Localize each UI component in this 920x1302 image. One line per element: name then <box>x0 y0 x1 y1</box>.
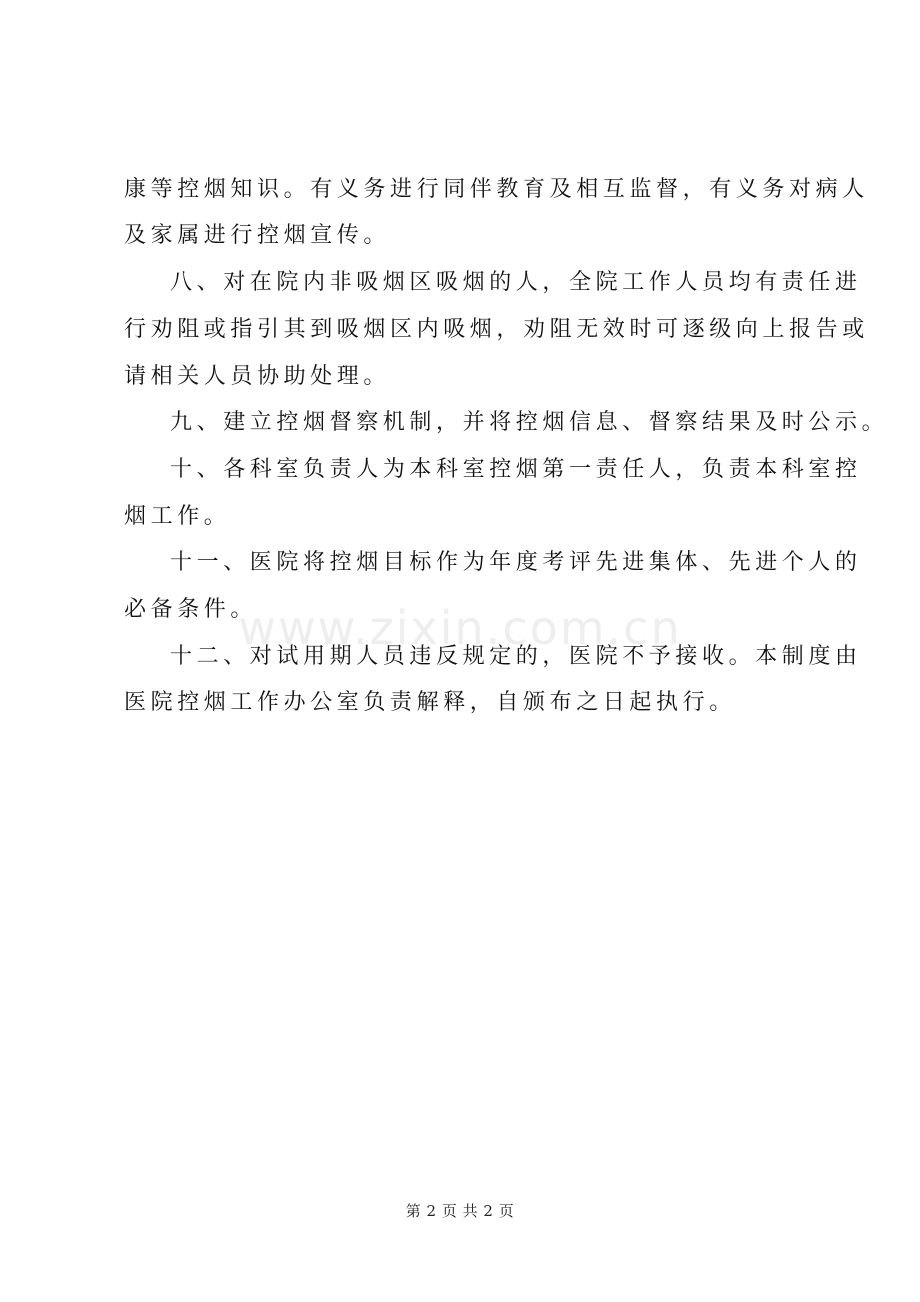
text-line-7: 十、各科室负责人为本科室控烟第一责任人，负责本科室控 <box>170 457 862 482</box>
text-line-4: 行劝阻或指引其到吸烟区内吸烟，劝阻无效时可逐级向上报告或 <box>124 317 869 342</box>
watermark: www.zixin.com.cn <box>238 601 682 655</box>
text-line-5: 请相关人员协助处理。 <box>124 364 391 389</box>
text-line-2: 及家属进行控烟宣传。 <box>124 223 391 248</box>
text-line-10: 必备条件。 <box>124 597 258 622</box>
text-line-3: 八、对在院内非吸烟区吸烟的人，全院工作人员均有责任进 <box>170 270 862 295</box>
text-line-9: 十一、医院将控烟目标作为年度考评先进集体、先进个人的 <box>170 550 862 575</box>
text-line-1: 康等控烟知识。有义务进行同伴教育及相互监督，有义务对病人 <box>124 177 869 202</box>
text-line-8: 烟工作。 <box>124 504 231 529</box>
page-footer: 第 2 页 共 2 页 <box>405 1202 515 1220</box>
text-line-6: 九、建立控烟督察机制，并将控烟信息、督察结果及时公示。 <box>170 410 889 435</box>
text-line-12: 医院控烟工作办公室负责解释，自颁布之日起执行。 <box>124 690 736 715</box>
text-line-11: 十二、对试用期人员违反规定的，医院不予接收。本制度由 <box>170 644 862 669</box>
